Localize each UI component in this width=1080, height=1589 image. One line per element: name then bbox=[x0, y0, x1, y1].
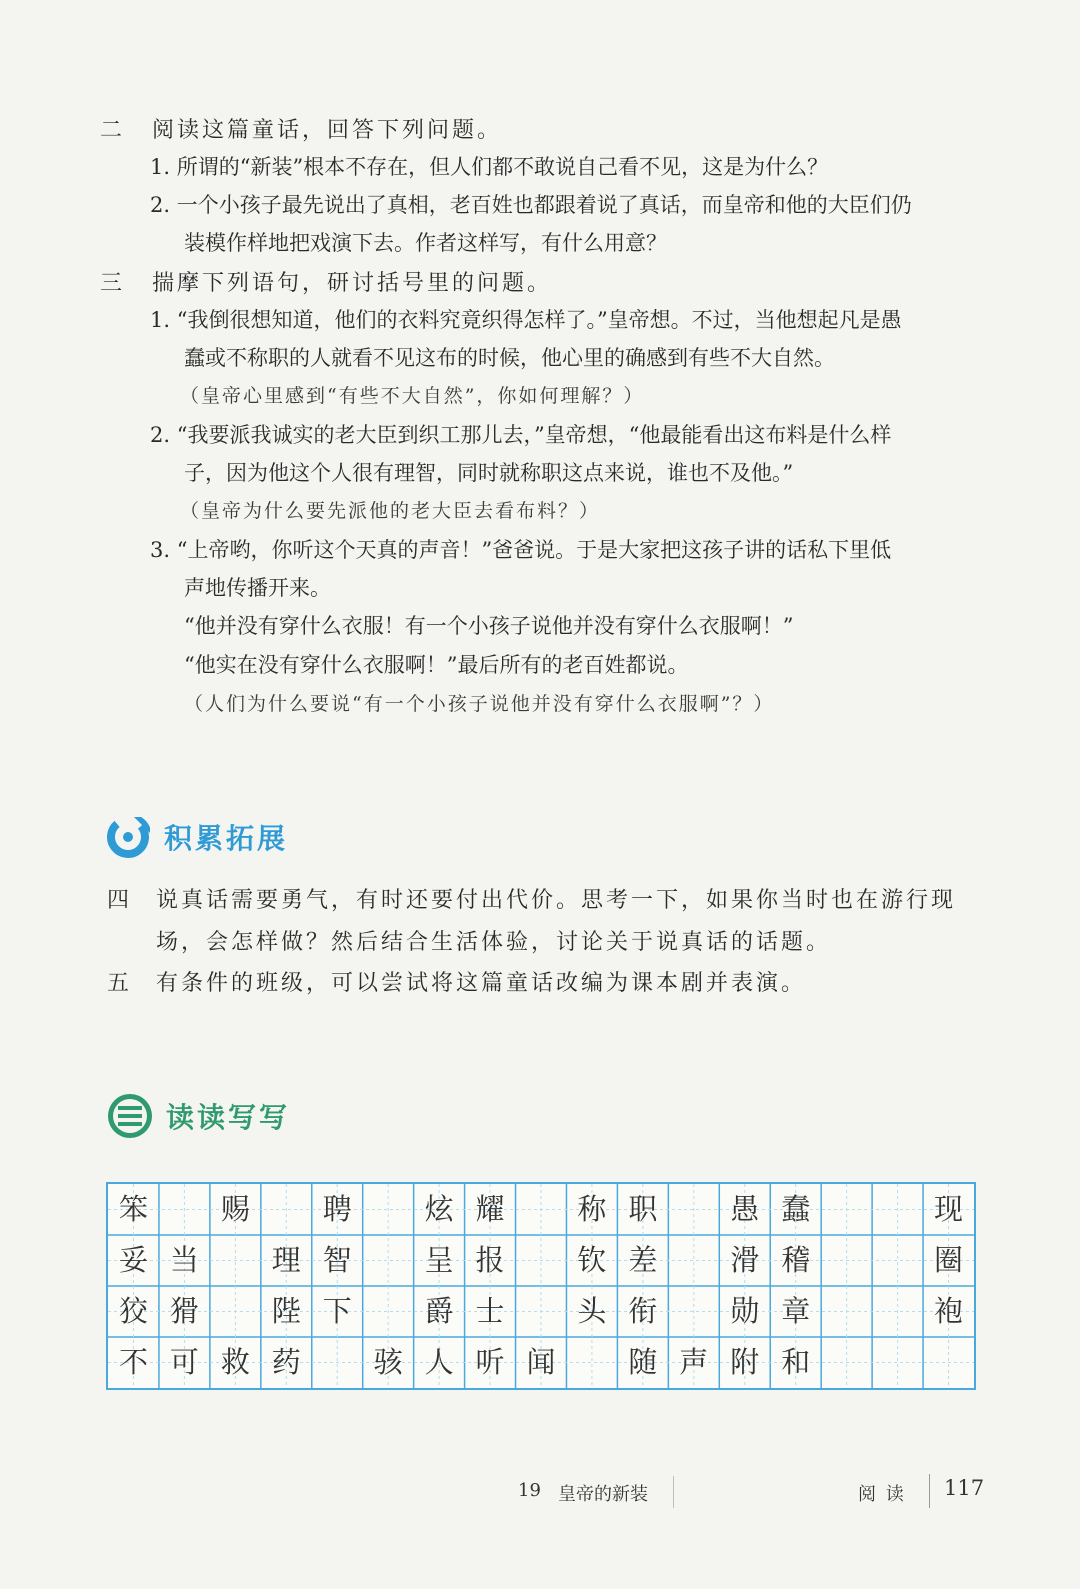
section-3-question-3-note: （人们为什么要说“有一个小孩子说他并没有穿什么衣服啊”？） bbox=[184, 693, 775, 715]
section-4-line-2: 场，会怎样做？然后结合生活体验，讨论关于说真话的话题。 bbox=[156, 930, 832, 955]
grid-character: 下 bbox=[322, 1294, 352, 1328]
grid-character: 勋 bbox=[730, 1294, 760, 1328]
footer-divider-2 bbox=[929, 1474, 930, 1508]
section-2-question-2-line-1: 2. 一个小孩子最先说出了真相，老百姓也都跟着说了真话，而皇帝和他的大臣们仍 bbox=[150, 193, 912, 217]
grid-character: 智 bbox=[322, 1243, 352, 1277]
grid-character: 理 bbox=[271, 1243, 301, 1277]
grid-character: 现 bbox=[934, 1192, 964, 1226]
grid-character: 声 bbox=[679, 1345, 709, 1379]
grid-character: 可 bbox=[169, 1345, 199, 1379]
grid-character: 袍 bbox=[934, 1294, 964, 1328]
grid-character: 听 bbox=[475, 1345, 505, 1379]
grid-character: 章 bbox=[781, 1294, 811, 1328]
grid-character: 头 bbox=[577, 1294, 607, 1328]
grid-character: 称 bbox=[577, 1192, 607, 1226]
grid-character: 附 bbox=[730, 1345, 760, 1379]
section-2-number: 二 bbox=[100, 118, 123, 143]
section-2-title: 阅读这篇童话，回答下列问题。 bbox=[152, 118, 503, 143]
section-3-number: 三 bbox=[100, 271, 123, 296]
section-3-question-3-line-2: 声地传播开来。 bbox=[184, 576, 331, 600]
section-3-question-1-line-1: 1. “我倒很想知道，他们的衣料究竟织得怎样了。”皇帝想。不过，当他想起凡是愚 bbox=[150, 308, 902, 332]
section-4-line-1: 说真话需要勇气，有时还要付出代价。思考一下，如果你当时也在游行现 bbox=[156, 888, 957, 913]
grid-character: 骇 bbox=[373, 1345, 403, 1379]
lesson-title: 皇帝的新装 bbox=[558, 1484, 648, 1505]
grid-character: 和 bbox=[781, 1345, 811, 1379]
grid-character: 报 bbox=[475, 1243, 505, 1277]
section-3-title: 揣摩下列语句，研讨括号里的问题。 bbox=[152, 271, 553, 296]
grid-character: 救 bbox=[220, 1345, 250, 1379]
extend-heading-text: 积累拓展 bbox=[164, 822, 289, 855]
lesson-number: 19 bbox=[518, 1480, 541, 1501]
grid-character: 猾 bbox=[169, 1294, 199, 1328]
grid-character: 聘 bbox=[322, 1192, 352, 1226]
readwrite-heading-text: 读读写写 bbox=[166, 1101, 291, 1134]
grid-character: 药 bbox=[271, 1345, 301, 1379]
grid-character: 愚 bbox=[730, 1192, 760, 1226]
grid-character: 不 bbox=[118, 1345, 148, 1379]
grid-character: 闻 bbox=[526, 1345, 556, 1379]
grid-character: 人 bbox=[424, 1345, 454, 1379]
grid-character: 耀 bbox=[475, 1192, 505, 1226]
grid-character: 随 bbox=[628, 1345, 658, 1379]
section-3-question-1-line-2: 蠢或不称职的人就看不见这布的时候，他心里的确感到有些不大自然。 bbox=[184, 346, 835, 370]
footer-divider bbox=[673, 1476, 674, 1508]
grid-character: 赐 bbox=[220, 1192, 250, 1226]
vocabulary-grid bbox=[106, 1182, 976, 1390]
grid-character: 陛 bbox=[271, 1294, 301, 1328]
grid-character: 衔 bbox=[628, 1294, 658, 1328]
grid-character: 炫 bbox=[424, 1192, 454, 1226]
grid-character: 士 bbox=[475, 1294, 505, 1328]
section-5-number: 五 bbox=[107, 971, 130, 996]
grid-character: 圈 bbox=[934, 1243, 964, 1277]
grid-character: 差 bbox=[628, 1243, 658, 1277]
section-3-question-2-line-1: 2. “我要派我诚实的老大臣到织工那儿去，”皇帝想，“他最能看出这布料是什么样 bbox=[150, 423, 892, 447]
grid-character: 爵 bbox=[424, 1294, 454, 1328]
grid-character: 滑 bbox=[730, 1243, 760, 1277]
section-3-question-3-line-1: 3. “上帝哟，你听这个天真的声音！”爸爸说。于是大家把这孩子讲的话私下里低 bbox=[150, 538, 892, 562]
section-3-question-2-note: （皇帝为什么要先派他的老大臣去看布料？） bbox=[180, 500, 601, 522]
grid-character: 当 bbox=[169, 1243, 199, 1277]
section-3-question-2-line-2: 子，因为他这个人很有理智，同时就称职这点来说，谁也不及他。” bbox=[184, 461, 794, 485]
grid-character: 呈 bbox=[424, 1243, 454, 1277]
list-lines-icon bbox=[106, 1092, 154, 1140]
section-4-number: 四 bbox=[107, 888, 130, 913]
grid-character: 狡 bbox=[118, 1294, 148, 1328]
section-3-question-1-note: （皇帝心里感到“有些不大自然”，你如何理解？） bbox=[180, 385, 645, 407]
section-5-text: 有条件的班级，可以尝试将这篇童话改编为课本剧并表演。 bbox=[156, 971, 807, 996]
section-3-question-3-line-4: “他实在没有穿什么衣服啊！”最后所有的老百姓都说。 bbox=[184, 653, 689, 677]
extend-heading bbox=[104, 813, 288, 861]
grid-character: 蠢 bbox=[781, 1192, 811, 1226]
grid-character: 稽 bbox=[781, 1243, 811, 1277]
section-2-question-2-line-2: 装模作样地把戏演下去。作者这样写，有什么用意？ bbox=[184, 231, 667, 255]
grid-character: 笨 bbox=[118, 1192, 148, 1226]
grid-character: 职 bbox=[628, 1192, 658, 1226]
readwrite-heading bbox=[106, 1092, 290, 1140]
section-2-question-1: 1. 所谓的“新装”根本不存在，但人们都不敢说自己看不见，这是为什么？ bbox=[150, 155, 829, 179]
page-number: 117 bbox=[944, 1476, 985, 1500]
grid-character: 妥 bbox=[118, 1243, 148, 1277]
section-3-question-3-line-3: “他并没有穿什么衣服！有一个小孩子说他并没有穿什么衣服啊！” bbox=[184, 614, 794, 638]
circular-arrow-icon bbox=[104, 813, 152, 861]
unit-label: 阅 读 bbox=[858, 1484, 906, 1505]
grid-character: 钦 bbox=[577, 1243, 607, 1277]
